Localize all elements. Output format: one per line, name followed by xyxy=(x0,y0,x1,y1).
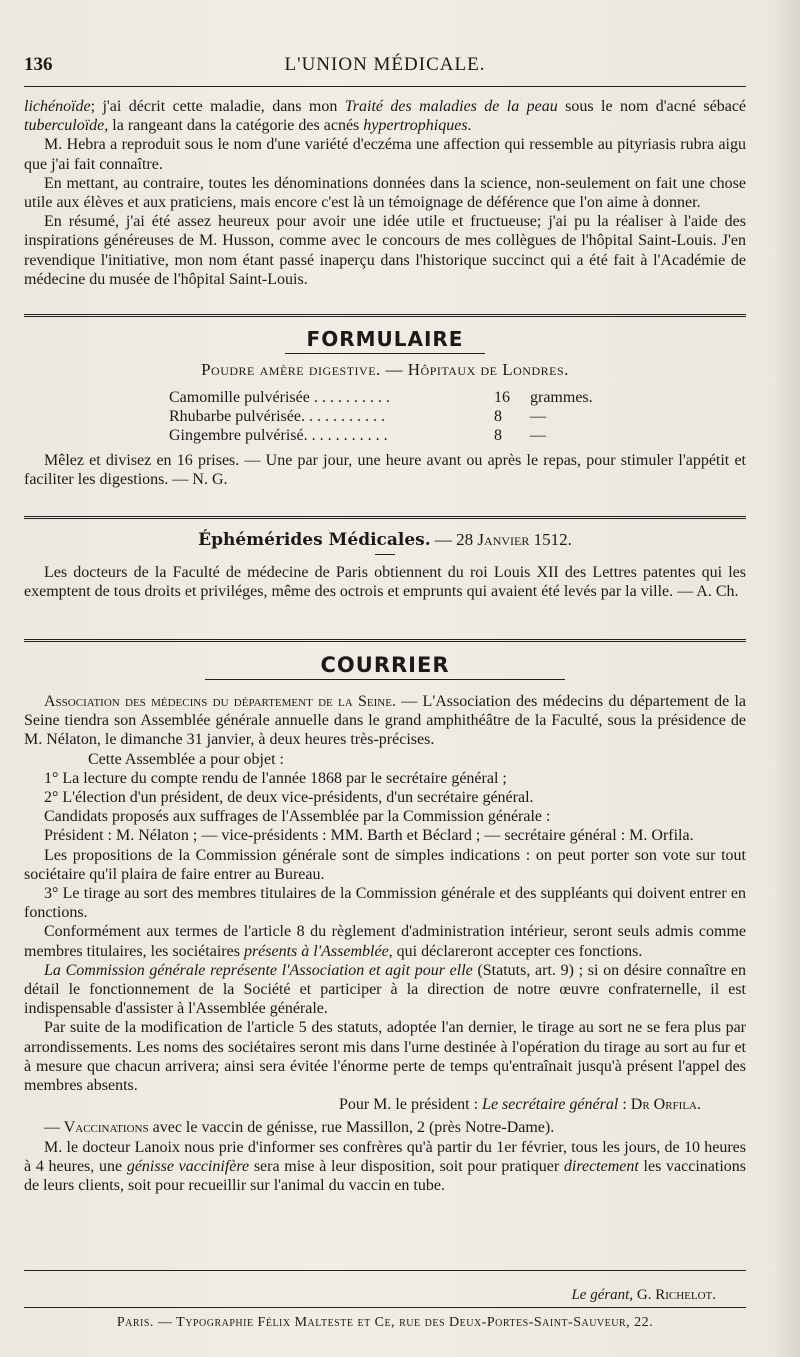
courrier-paragraph-4: Président : M. Nélaton ; — vice-présidents : MM. Barth et Béclard ; — secrétaire général : M. Orfila. xyxy=(44,827,694,845)
intro-paragraph-3: En mettant, au contraire, toutes les dénominations données dans la science, non-seulement on fait une chose utile aux élèves et aux praticiens, mais encore c'est là un témoignage de déférence que l'on aime à donner. xyxy=(24,174,746,212)
ephemerides-date: — 28 Janvier 1512. xyxy=(430,530,572,549)
header-rule xyxy=(24,86,746,87)
page-header xyxy=(24,54,746,84)
courrier-signature: Pour M. le président : Le secrétaire général : Dr Orfila. xyxy=(338,1096,701,1114)
courrier-paragraph-5: Les propositions de la Commission générale sont de simples indications : on peut porter son vote sur tout sociétaire qu'il plaira de faire entrer au Bureau. xyxy=(24,846,746,883)
ingredient-row: Gingembre pulvérisé. . . . . . . . . . . 8 — xyxy=(169,427,546,444)
courrier-title: COURRIER xyxy=(320,653,450,677)
ingredient-row: Rhubarbe pulvérisée. . . . . . . . . . . 8 — xyxy=(169,408,546,425)
courrier-paragraph-3: Candidats proposés aux suffrages de l'Assemblée par la Commission générale : xyxy=(44,808,551,826)
courrier-section xyxy=(24,653,746,1195)
agenda-item-1: 1° La lecture du compte rendu de l'année 1868 par le secrétaire général ; xyxy=(44,769,507,787)
courrier-paragraph-8: Par suite de la modification de l'article 5 des statuts, adoptée l'an dernier, le tirage au sort ne se fera plus par arrondissements. Les noms des sociétaires seront mis dans l'urne destinée à l'opération du tirage au sort au fur et à mesure que chacun arrivera; ainsi sera évitée l'énorme perte de temps qu'entraînait jusqu'à présent l'appel des membres absents. xyxy=(24,1019,746,1095)
courrier-paragraph-9: — Vaccinations avec le vaccin de génisse, rue Massillon, 2 (près Notre-Dame). xyxy=(44,1119,555,1137)
intro-paragraph-2: M. Hebra a reproduit sous le nom d'une variété d'eczéma une affection qui ressemble au pityriasis rubra aigu que j'ai fait connaître. xyxy=(24,136,746,173)
agenda-item-3: 3° Le tirage au sort des membres titulaires de la Commission générale et des suppléants qui doivent entrer en fonctions. xyxy=(24,885,746,922)
formulaire-title-rule xyxy=(285,353,485,354)
page-edge-shadow xyxy=(772,0,800,1357)
ephemerides-text: Les docteurs de la Faculté de médecine de Paris obtiennent du roi Louis XII des Lettres patentes qui les exemptent de tous droits et priviléges, même des octrois et emprunts qui avaient été levés par la ville. — A. Ch. xyxy=(24,564,746,601)
courrier-paragraph-6: Conformément aux termes de l'article 8 du règlement d'administration intérieur, seront seuls admis comme membres titulaires, les sociétaires présents à l'Assemblée, qui déclareront accepter ces fonctions. xyxy=(24,923,746,960)
ingredient-list xyxy=(169,388,746,445)
intro-paragraph-1: lichénoïde; j'ai décrit cette maladie, dans mon Traité des maladies de la peau sous le nom d'acné sébacé tuberculoïde, la rangeant dans la catégorie des acnés hypertrophiques. xyxy=(24,98,747,135)
recipe-instructions: Mêlez et divisez en 16 prises. — Une par jour, une heure avant ou après le repas, pour stimuler l'appétit et faciliter les digestions. — N. G. xyxy=(24,452,746,489)
ephemerides-section xyxy=(24,530,746,601)
ingredient-row: Camomille pulvérisée . . . . . . . . . . 16 grammes. xyxy=(169,389,593,406)
imprint xyxy=(24,1315,746,1331)
ephemerides-heading xyxy=(24,530,746,550)
page-number: 136 xyxy=(24,54,53,75)
courrier-title-rule xyxy=(205,679,565,680)
formulaire-title: FORMULAIRE xyxy=(306,327,464,351)
courrier-paragraph-2: Cette Assemblée a pour objet : xyxy=(88,750,284,768)
ephemerides-title: Éphémérides Médicales. xyxy=(198,530,431,550)
courrier-paragraph-10: M. le docteur Lanoix nous prie d'informer ses confrères qu'à partir du 1er février, tous les jours, de 10 heures à 4 heures, une génisse vaccinifère sera mise à leur disposition, soit pour pratiquer directement les vaccinations de leurs clients, soit pour recueillir sur l'animal du vaccin en tube. xyxy=(24,1138,746,1195)
imprint-text: Paris. — Typographie Félix Malteste et Ce, rue des Deux-Portes-Saint-Sauveur, 22. xyxy=(116,1315,654,1330)
formulaire-section xyxy=(24,327,746,489)
agenda-item-2: 2° L'élection d'un président, de deux vice-présidents, d'un secrétaire général. xyxy=(44,789,534,807)
courrier-paragraph-1: Association des médecins du département de la Seine. — L'Association des médecins du département de la Seine tiendra son Assemblée générale annuelle dans le grand amphithéâtre de la Faculté, sous la présidence de M. Nélaton, le dimanche 31 janvier, à deux heures très-précises. xyxy=(24,693,747,749)
intro-section xyxy=(24,97,746,289)
recipe-title: Poudre amère digestive. — Hôpitaux de Londres. xyxy=(201,360,569,379)
footer-gerant: Le gérant, G. Richelot. xyxy=(571,1287,716,1303)
running-title: L'UNION MÉDICALE. xyxy=(284,54,486,75)
intro-paragraph-4: En résumé, j'ai été assez heureux pour avoir une idée utile et fructueuse; j'ai pu la réaliser à l'aide des inspirations généreuses de M. Husson, comme avec le concours de mes collègues de l'hôpital Saint-Louis. J'en revendique l'initiative, mon nom étant passé inaperçu dans l'historique succinct qui a été fait à l'Académie de médecine du musée de l'hôpital Saint-Louis. xyxy=(24,213,746,288)
courrier-paragraph-7: La Commission générale représente l'Association et agit pour elle (Statuts, art. 9) ; si on désire connaître en détail le fonctionnement de la Société et participer à la direction de notre œuvre confraternelle, il est indispensable d'assister à l'Assemblée générale. xyxy=(24,961,746,1018)
